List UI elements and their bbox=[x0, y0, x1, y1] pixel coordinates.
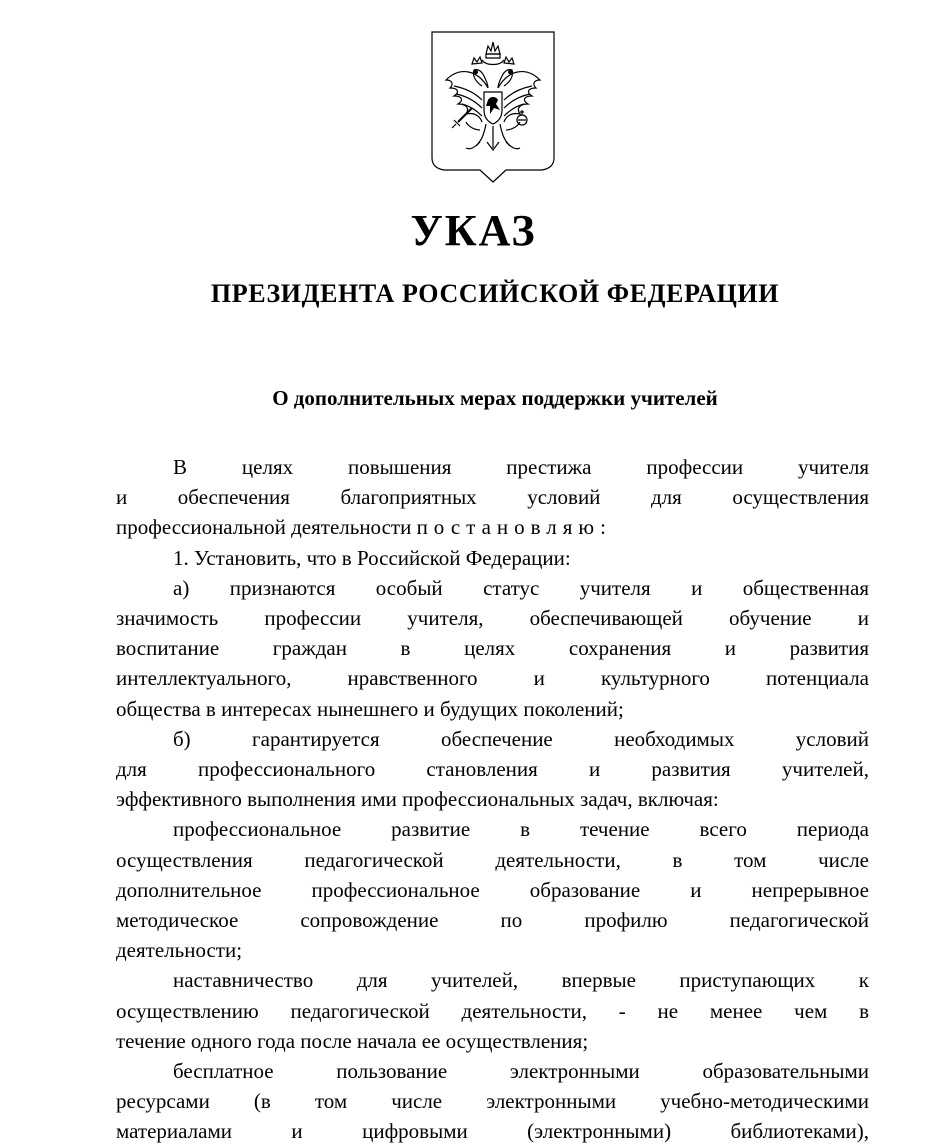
body-line-text: значимость профессии учителя, обеспечивающей обучение и bbox=[116, 606, 869, 631]
body-line bbox=[116, 935, 869, 965]
body-line-text: осуществления педагогической деятельности, в том числе bbox=[116, 847, 869, 872]
body-line-text: материалами и цифровыми (электронными) библиотеками), bbox=[116, 1119, 869, 1144]
body-line-text: воспитание граждан в целях сохранения и развития bbox=[116, 636, 869, 661]
body-line bbox=[116, 1116, 869, 1146]
decree-title: УКАЗ bbox=[410, 206, 537, 255]
body-line bbox=[116, 1086, 869, 1116]
body-line-text: профессиональное развитие в течение всего периода bbox=[173, 817, 869, 842]
body-line bbox=[116, 452, 869, 482]
body-line bbox=[116, 1056, 869, 1086]
body-line bbox=[116, 814, 869, 844]
body-line-text: методическое сопровождение по профилю педагогической bbox=[116, 908, 869, 933]
body-line bbox=[116, 724, 869, 754]
body-line bbox=[116, 996, 869, 1026]
body-line-text: ресурсами (в том числе электронными учебно-методическими bbox=[116, 1089, 869, 1114]
body-line-text: а) признаются особый статус учителя и общественная bbox=[173, 575, 869, 600]
body-line-text: интеллектуального, нравственного и культурного потенциала bbox=[116, 666, 869, 691]
body-line-text: дополнительное профессиональное образование и непрерывное bbox=[116, 877, 869, 902]
body-line-text: профессиональной деятельности bbox=[116, 515, 412, 540]
body-line-spaced-word: постановляю: bbox=[416, 515, 612, 540]
coat-of-arms-icon bbox=[430, 30, 556, 184]
body-line bbox=[116, 965, 869, 995]
body-line bbox=[116, 1026, 869, 1056]
decree-heading: О дополнительных мерах поддержки учителей bbox=[272, 386, 718, 410]
body-line bbox=[116, 603, 869, 633]
body-line-text: общества в интересах нынешнего и будущих поколений; bbox=[116, 696, 624, 721]
body-line bbox=[116, 482, 869, 512]
body-line-text: 1. Установить, что в Российской Федерации: bbox=[173, 545, 571, 570]
body-line-text: бесплатное пользование электронными образовательными bbox=[173, 1059, 869, 1084]
body-line bbox=[116, 512, 869, 542]
issuer-subtitle: ПРЕЗИДЕНТА РОССИЙСКОЙ ФЕДЕРАЦИИ bbox=[210, 279, 780, 308]
body-line-text: б) гарантируется обеспечение необходимых условий bbox=[173, 726, 869, 751]
body-line-text: течение одного года после начала ее осуществления; bbox=[116, 1028, 589, 1053]
decree-body bbox=[116, 452, 869, 1147]
body-line bbox=[116, 905, 869, 935]
body-line bbox=[116, 663, 869, 693]
body-line-text: В целях повышения престижа профессии учителя bbox=[173, 455, 869, 479]
body-line bbox=[116, 875, 869, 905]
body-line-text: осуществлению педагогической деятельности, - не менее чем в bbox=[116, 998, 869, 1023]
body-line bbox=[116, 694, 869, 724]
body-line bbox=[116, 845, 869, 875]
body-line-text: наставничество для учителей, впервые приступающих к bbox=[173, 968, 869, 993]
body-line bbox=[116, 784, 869, 814]
body-line-text: для профессионального становления и развития учителей, bbox=[116, 757, 869, 782]
body-line-text: и обеспечения благоприятных условий для осуществления bbox=[116, 485, 869, 510]
body-line bbox=[116, 754, 869, 784]
body-line-text: деятельности; bbox=[116, 938, 243, 963]
body-line-text: эффективного выполнения ими профессиональных задач, включая: bbox=[116, 787, 719, 812]
body-line bbox=[116, 543, 869, 573]
body-line bbox=[116, 573, 869, 603]
body-line bbox=[116, 633, 869, 663]
